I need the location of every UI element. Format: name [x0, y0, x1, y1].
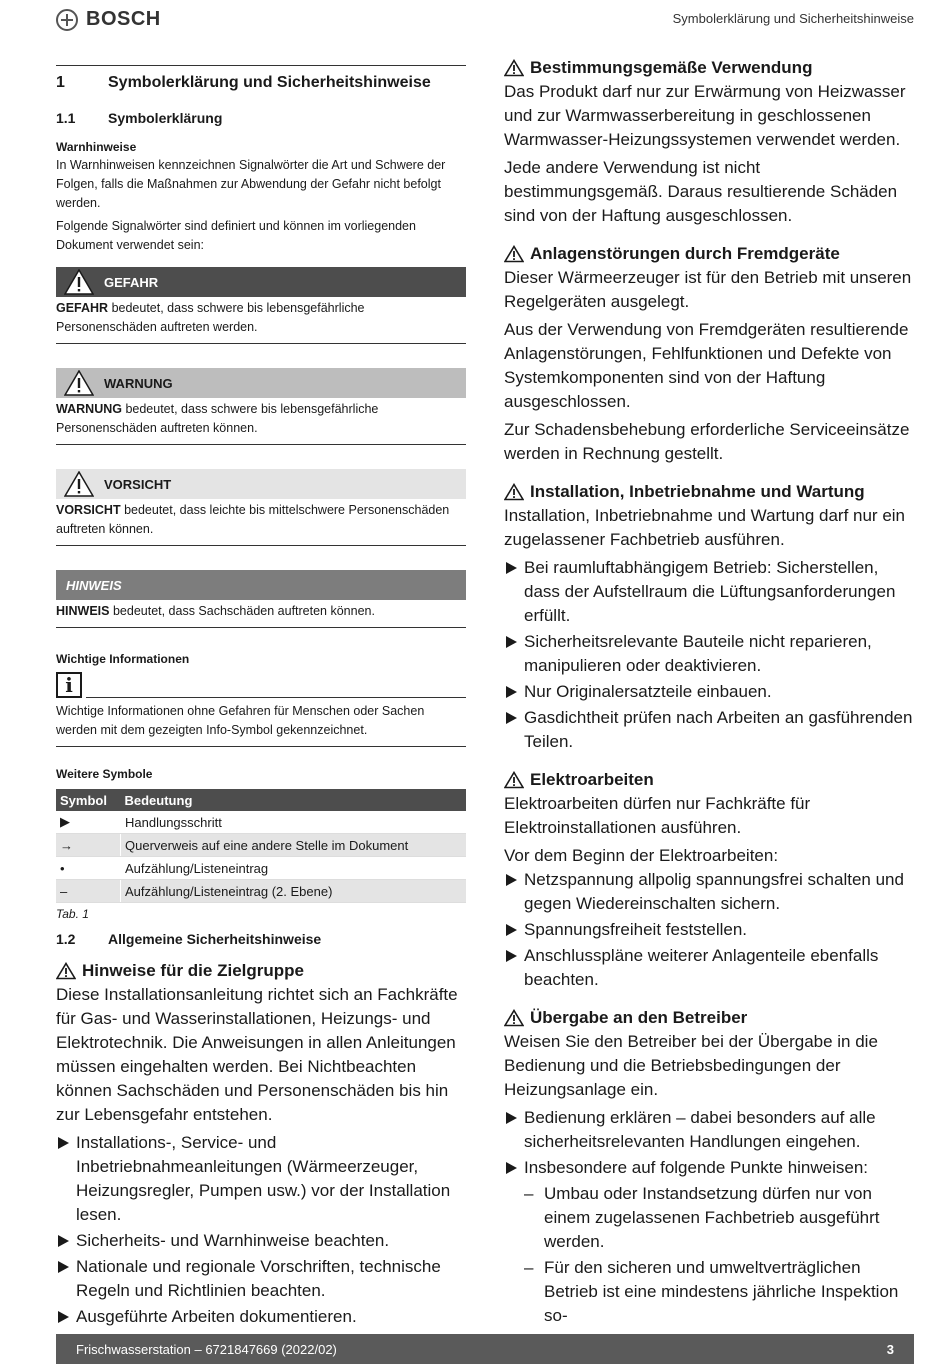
table-cell-symbol: –: [56, 880, 121, 903]
action-step: Sicherheitsrelevante Bauteile nicht reparieren, manipulieren oder deaktivieren.: [504, 630, 914, 678]
action-step: Bedienung erklären – dabei besonders auf alle sicherheitsrelevanten Handlungen eingehen.: [504, 1106, 914, 1154]
notice-description: bedeutet, dass schwere bis lebensgefährliche Personenschäden auftreten werden.: [56, 301, 365, 334]
section-verwendung-heading: [504, 56, 914, 80]
section-title: Hinweise für die Zielgruppe: [82, 961, 304, 980]
warnhinweise-paragraph-2: Folgende Signalwörter sind definiert und können im vorliegenden Dokument verwendet sein:: [56, 219, 416, 252]
table-cell-meaning: Aufzählung/Listeneintrag: [121, 857, 467, 880]
action-step: Spannungsfreiheit feststellen.: [504, 918, 914, 942]
warning-triangle-icon: [504, 1009, 524, 1027]
notice-warning-bar: [56, 368, 466, 398]
section-elektro: [504, 768, 914, 992]
table-cell-symbol: •: [56, 857, 121, 880]
table-header-row: [56, 789, 466, 811]
action-step: Netzspannung allpolig spannungsfrei schalten und gegen Wiedereinschalten sichern.: [504, 868, 914, 916]
warning-triangle-icon: [504, 483, 524, 501]
zielgruppe-paragraph: Diese Installationsanleitung richtet sich an Fachkräfte für Gas- und Wasserinstallationen, Heizungs- und Elektrotechnik. Die Anweisungen in allen Anleitungen müssen eingehalten werden. Bei Nichtbeachten können Sachschäden und Personenschäden bis hin zur Lebensgefahr entstehen.: [56, 985, 458, 1124]
elektro-paragraph-2: Vor dem Beginn der Elektroarbeiten:: [504, 846, 779, 865]
sub-list-item: [524, 1182, 914, 1254]
signal-word: GEFAHR: [56, 301, 109, 315]
table-row: [56, 811, 466, 834]
section-elektro-heading: [504, 768, 914, 792]
section-number: 1.2: [56, 931, 76, 947]
section-installation: [504, 480, 914, 754]
uebergabe-steps: [504, 1106, 914, 1180]
notice-caution-label: VORSICHT: [104, 476, 172, 492]
verwendung-paragraph-1: Das Produkt darf nur zur Erwärmung von Heizwasser und zur Warmwasserbereitung in geschlossenen Warmwasser-Heizungssystemen verwendet werden.: [504, 82, 906, 149]
notice-hint-bar: [56, 570, 466, 600]
notice-danger-label: GEFAHR: [104, 274, 159, 290]
notice-caution-text: [56, 501, 466, 539]
section-title: Übergabe an den Betreiber: [530, 1008, 748, 1027]
notice-danger: [56, 267, 466, 344]
section-title: Allgemeine Sicherheitshinweise: [108, 931, 322, 947]
notice-hint-label: HINWEIS: [66, 577, 122, 593]
chapter-number: 1: [56, 74, 65, 91]
verwendung-paragraph-2: Jede andere Verwendung ist nicht bestimmungsgemäß. Daraus resultierende Schäden sind von der Haftung ausgeschlossen.: [504, 158, 898, 225]
table-caption: Tab. 1: [56, 907, 89, 921]
notice-caution: [56, 469, 466, 546]
section-verwendung: [504, 56, 914, 228]
installation-steps: [504, 556, 914, 754]
chapter-title: Symbolerklärung und Sicherheitshinweise: [108, 74, 431, 91]
action-step: Ausgeführte Arbeiten dokumentieren.: [56, 1305, 466, 1329]
section-fremdgeraete-heading: [504, 242, 914, 266]
table-row: [56, 834, 466, 857]
section-zielgruppe-heading: [56, 959, 466, 983]
uebergabe-sublist: [504, 1182, 914, 1328]
table-cell-meaning: Querverweis auf eine andere Stelle im Dokument: [121, 834, 467, 857]
warning-triangle-icon: [56, 962, 76, 980]
section-fremdgeraete: [504, 242, 914, 466]
table-header-symbol: Symbol: [56, 789, 121, 811]
table-cell-meaning: Handlungsschritt: [121, 811, 467, 834]
signal-word: WARNUNG: [56, 402, 122, 416]
warning-triangle-icon: [64, 370, 94, 396]
fremdgeraete-paragraph-3: Zur Schadensbehebung erforderliche Serviceeinsätze werden in Rechnung gestellt.: [504, 420, 910, 463]
action-step: Bei raumluftabhängigem Betrieb: Sicherstellen, dass der Aufstellraum die Lüftungsanforderungen erfüllt.: [504, 556, 914, 628]
action-step: Sicherheits- und Warnhinweise beachten.: [56, 1229, 466, 1253]
sub-list-text: Für den sicheren und umweltverträglichen Betrieb ist eine mindestens jährliche Inspektion so-: [544, 1258, 899, 1325]
notice-hint-text: [56, 602, 466, 621]
warning-triangle-icon: [504, 59, 524, 77]
sub-list-item: [524, 1256, 914, 1328]
installation-paragraph: Installation, Inbetriebnahme und Wartung darf nur ein zugelassener Fachbetrieb ausführen.: [504, 506, 906, 549]
table-row: [56, 857, 466, 880]
section-uebergabe-heading: [504, 1006, 914, 1030]
section-heading-1-1: [56, 110, 466, 130]
bosch-logo: [56, 8, 161, 31]
notice-warning-label: WARNUNG: [104, 375, 173, 391]
sub-list-text: Umbau oder Instandsetzung dürfen nur von einem zugelassenen Fachbetrieb ausgeführt werden.: [544, 1184, 880, 1251]
section-number: 1.1: [56, 110, 76, 126]
section-title: Bestimmungsgemäße Verwendung: [530, 58, 813, 77]
section-title: Anlagenstörungen durch Fremdgeräte: [530, 244, 840, 263]
dash-bullet: –: [524, 1258, 534, 1277]
signal-word: VORSICHT: [56, 503, 121, 517]
notice-danger-text: [56, 299, 466, 337]
section-title: Installation, Inbetriebnahme und Wartung: [530, 482, 865, 501]
notice-description: bedeutet, dass Sachschäden auftreten können.: [109, 604, 375, 618]
section-zielgruppe: [56, 959, 466, 1329]
right-column: [504, 56, 914, 1330]
elektro-steps: [504, 868, 914, 992]
section-uebergabe: [504, 1006, 914, 1328]
footer-document-id: Frischwasserstation – 6721847669 (2022/02): [76, 1341, 337, 1357]
uebergabe-paragraph: Weisen Sie den Betreiber bei der Übergabe in die Bedienung und die Betriebsbedingungen der Heizungsanlage ein.: [504, 1032, 878, 1099]
info-icon: i: [56, 672, 82, 698]
warning-triangle-icon: [504, 771, 524, 789]
table-row: [56, 880, 466, 903]
action-step: Nationale und regionale Vorschriften, technische Regeln und Richtlinien beachten.: [56, 1255, 466, 1303]
notice-description: bedeutet, dass leichte bis mittelschwere Personenschäden auftreten können.: [56, 503, 450, 536]
chapter-heading: [56, 65, 466, 96]
symbols-table: [56, 789, 466, 903]
warning-triangle-icon: [64, 269, 94, 295]
running-title: Symbolerklärung und Sicherheitshinweise: [672, 11, 914, 26]
section-title: Symbolerklärung: [108, 110, 223, 126]
warnhinweise-paragraph-1: In Warnhinweisen kennzeichnen Signalwörter die Art und Schwere der Folgen, falls die Maßnahmen zur Abwendung der Gefahr nicht befolgt werden.: [56, 158, 446, 210]
warnhinweise-title: Warnhinweise: [56, 140, 137, 154]
section-title: Elektroarbeiten: [530, 770, 654, 789]
section-installation-heading: [504, 480, 914, 504]
dash-bullet: –: [524, 1184, 534, 1203]
action-step: Anschlusspläne weiterer Anlagenteile ebenfalls beachten.: [504, 944, 914, 992]
warning-triangle-icon: [504, 245, 524, 263]
notice-warning: [56, 368, 466, 445]
elektro-paragraph-1: Elektroarbeiten dürfen nur Fachkräfte für Elektroinstallationen ausführen.: [504, 794, 811, 837]
warning-triangle-icon: [64, 471, 94, 497]
info-symbol-row: [56, 672, 466, 698]
info-rule: [86, 697, 466, 698]
symbols-title: Weitere Symbole: [56, 767, 153, 781]
bosch-armature-icon: [56, 9, 78, 31]
notice-warning-text: [56, 400, 466, 438]
table-header-meaning: Bedeutung: [121, 789, 467, 811]
brand-name: BOSCH: [86, 8, 161, 30]
table-cell-symbol: →: [56, 834, 121, 857]
notice-caution-bar: [56, 469, 466, 499]
page-number: 3: [886, 1341, 894, 1357]
zielgruppe-steps: [56, 1131, 466, 1329]
left-column: [56, 65, 466, 1331]
info-text: Wichtige Informationen ohne Gefahren für Menschen oder Sachen werden mit dem gezeigten Info-Symbol gekennzeichnet.: [56, 704, 425, 737]
table-cell-symbol: ▶: [56, 811, 121, 834]
notice-hint: [56, 570, 466, 628]
table-cell-meaning: Aufzählung/Listeneintrag (2. Ebene): [121, 880, 467, 903]
page-footer: [56, 1334, 914, 1364]
action-step: Installations-, Service- und Inbetriebnahmeanleitungen (Wärmeerzeuger, Heizungsregler, Pumpen usw.) vor der Installation lesen.: [56, 1131, 466, 1227]
action-step: Insbesondere auf folgende Punkte hinweisen:: [504, 1156, 914, 1180]
signal-word: HINWEIS: [56, 604, 110, 618]
info-title: Wichtige Informationen: [56, 652, 190, 666]
info-block: [56, 672, 466, 747]
notice-danger-bar: [56, 267, 466, 297]
action-step: Nur Originalersatzteile einbauen.: [504, 680, 914, 704]
notice-description: bedeutet, dass schwere bis lebensgefährliche Personenschäden auftreten können.: [56, 402, 379, 435]
action-step: Gasdichtheit prüfen nach Arbeiten an gasführenden Teilen.: [504, 706, 914, 754]
fremdgeraete-paragraph-1: Dieser Wärmeerzeuger ist für den Betrieb mit unseren Regelgeräten ausgelegt.: [504, 268, 912, 311]
section-heading-1-2: [56, 931, 466, 951]
fremdgeraete-paragraph-2: Aus der Verwendung von Fremdgeräten resultierende Anlagenstörungen, Fehlfunktionen und Defekte von Systemkomponenten sind von der Haftung ausgeschlossen.: [504, 320, 909, 411]
